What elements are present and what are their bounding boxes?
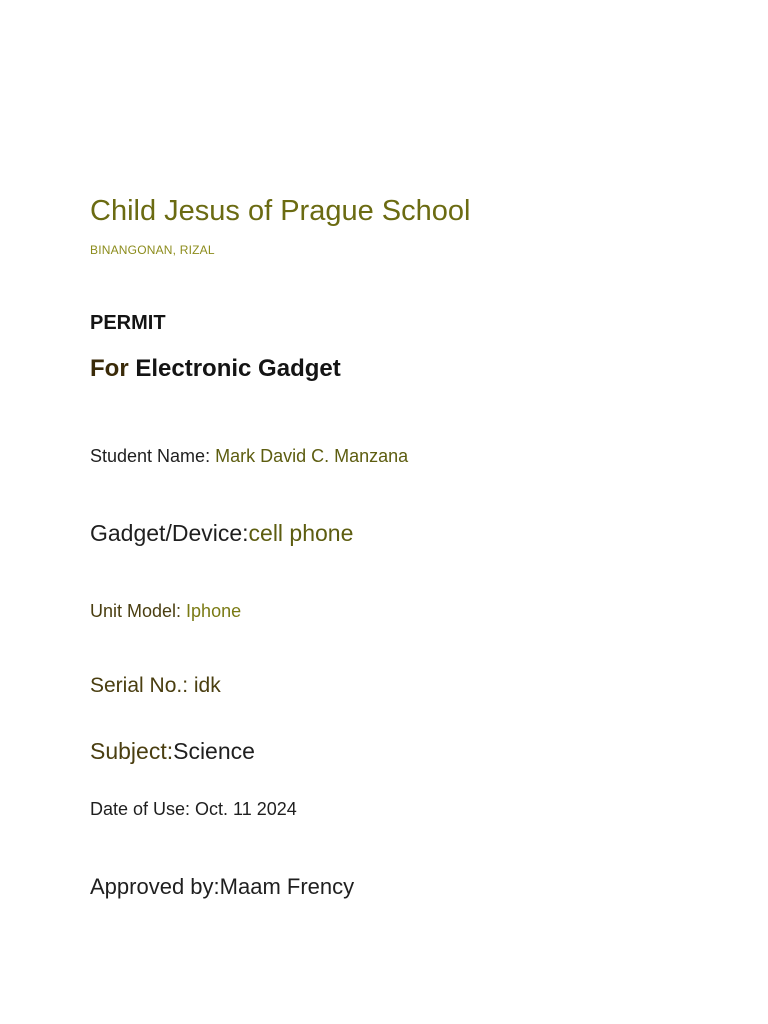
approved-by-value: Maam Frency <box>219 874 355 899</box>
approved-by-row <box>90 876 354 898</box>
serial-no-row <box>90 675 221 696</box>
student-name-label: Student Name: <box>90 446 216 466</box>
date-of-use-value: Oct. 11 2024 <box>195 799 297 819</box>
date-of-use-label: Date of Use: <box>90 799 196 819</box>
unit-model-row <box>90 602 241 620</box>
gadget-device-value: cell phone <box>248 520 354 546</box>
subject-row <box>90 740 255 763</box>
unit-model-label: Unit Model: <box>90 601 187 621</box>
school-location: BINANGONAN, RIZAL <box>90 243 215 257</box>
gadget-device-label: Gadget/Device: <box>90 520 249 546</box>
gadget-device-row <box>90 522 353 545</box>
subject-label: Subject: <box>90 738 174 764</box>
student-name-row <box>90 447 408 465</box>
serial-no-label: Serial No.: <box>90 674 194 697</box>
date-of-use-row <box>90 800 297 818</box>
permit-subtitle-lead: For <box>90 355 129 382</box>
student-name-value: Mark David C. Manzana <box>215 446 409 466</box>
permit-subtitle-rest: Electronic Gadget <box>128 355 341 382</box>
serial-no-value: idk <box>193 674 221 697</box>
subject-value: Science <box>173 738 255 764</box>
permit-label: PERMIT <box>90 312 166 334</box>
school-name: Child Jesus of Prague School <box>90 195 471 227</box>
approved-by-label: Approved by: <box>90 874 220 899</box>
unit-model-value: Iphone <box>186 601 242 621</box>
permit-subtitle <box>90 357 341 381</box>
